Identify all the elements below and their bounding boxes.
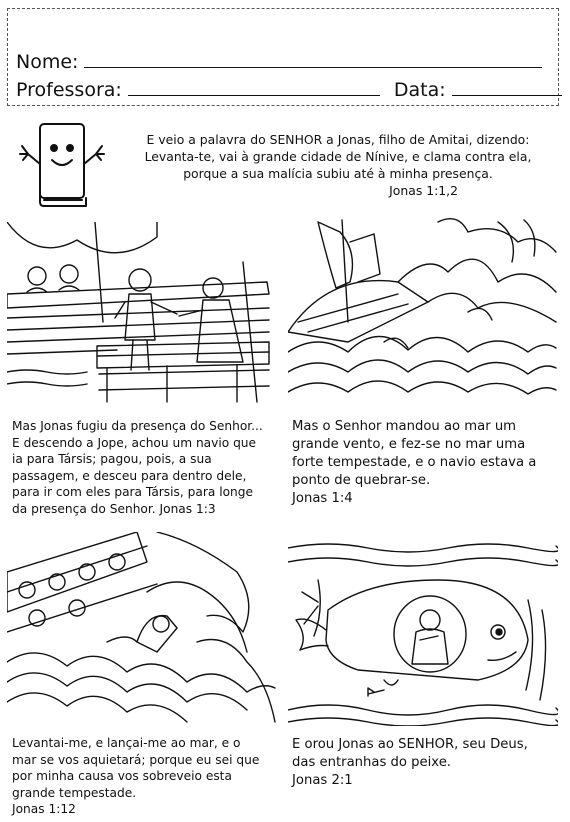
date-label: Data: xyxy=(393,79,446,101)
caption-line: da presença do Senhor. Jonas 1:3 xyxy=(12,501,216,516)
panel-storm xyxy=(288,212,558,404)
intro-verse xyxy=(118,131,558,199)
caption-line: grande vento, e fez-se no mar uma xyxy=(292,437,526,452)
overboard-illustration xyxy=(7,532,277,726)
caption-line: passagem, e desceu para dentro dele, xyxy=(12,468,247,483)
panel-whale xyxy=(288,540,558,726)
caption-line: para ir com eles para Társis, para longe xyxy=(12,485,253,500)
panel-overboard-caption xyxy=(12,735,282,818)
intro-line: porque a sua malícia subiu até à minha presença. xyxy=(183,166,493,181)
caption-line: Mas Jonas fugiu da presença do Senhor... xyxy=(12,419,263,433)
teacher-date-row xyxy=(16,79,562,101)
panel-storm-caption xyxy=(292,418,562,508)
intro-reference: Jonas 1:1,2 xyxy=(389,183,458,198)
caption-line: grande tempestade. xyxy=(12,785,137,800)
intro-line: Levanta-te, vai à grande cidade de Nínive, e clama contra ela, xyxy=(144,149,532,164)
caption-line: Levantai-me, e lançai-me ao mar, e o xyxy=(12,736,241,750)
panel-boarding-ship xyxy=(7,222,277,404)
caption-line: Mas o Senhor mandou ao mar um xyxy=(292,419,517,434)
bible-mascot-icon xyxy=(14,120,114,210)
caption-line: ponto de quebrar-se. xyxy=(292,473,431,488)
caption-line: das entranhas do peixe. xyxy=(292,755,452,770)
teacher-label: Professora: xyxy=(16,79,122,101)
teacher-blank[interactable] xyxy=(128,95,380,96)
panel-whale-caption xyxy=(292,736,562,790)
caption-line: Jonas 1:4 xyxy=(292,491,353,506)
panel-boarding-ship-caption xyxy=(12,418,277,518)
caption-line: Jonas 2:1 xyxy=(292,773,353,788)
date-blank[interactable] xyxy=(452,95,562,96)
name-blank[interactable] xyxy=(84,67,542,68)
caption-line: Jonas 1:12 xyxy=(12,802,76,817)
whale-illustration xyxy=(288,540,558,726)
caption-line: mar se vos aquietará; porque eu sei que xyxy=(12,752,260,767)
storm-illustration xyxy=(288,212,558,404)
caption-line: ia para Társis; pagou, pois, a sua xyxy=(12,452,212,467)
intro-line: E veio a palavra do SENHOR a Jonas, filho de Amitai, dizendo: xyxy=(146,132,530,147)
student-info-box xyxy=(7,8,559,106)
caption-line: E orou Jonas ao SENHOR, seu Deus, xyxy=(292,737,528,752)
boarding-ship-illustration xyxy=(7,222,277,404)
name-row xyxy=(16,51,542,73)
caption-line: por minha causa vos sobreveio esta xyxy=(12,769,232,784)
panel-overboard xyxy=(7,532,277,726)
caption-line: E descendo a Jope, achou um navio que xyxy=(12,435,257,450)
name-label: Nome: xyxy=(16,51,79,73)
caption-line: forte tempestade, e o navio estava a xyxy=(292,455,537,470)
